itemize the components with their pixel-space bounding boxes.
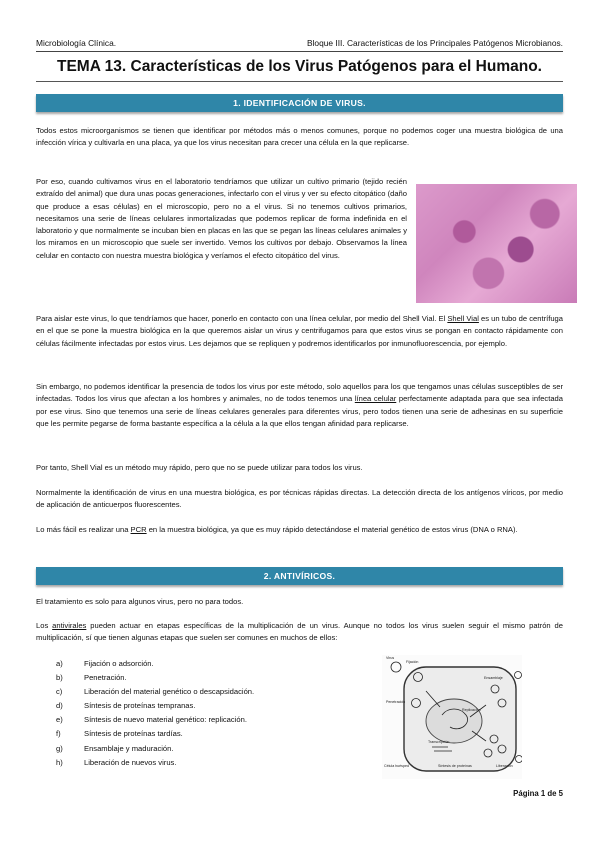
header-left: Microbiología Clínica. (36, 38, 117, 48)
paragraph: Lo más fácil es realizar una PCR en la muestra biológica, ya que es muy rápido detectándose el material genético de estos virus (DNA o RNA). (36, 525, 518, 534)
cell-culture-micrograph (416, 184, 577, 303)
paragraph: Todos estos microorganismos se tienen que identificar por métodos más o menos comunes, porque no podemos coger una muestra biológica de una infección vírica y cultivarla en una placa, ya que los virus necesitan para crecer una célula en la que replicarse. (36, 126, 563, 148)
cell-nucleus (426, 699, 482, 743)
replication-stages-list (56, 657, 254, 770)
diagram-label-sintesis: Síntesis de proteínas (438, 764, 472, 768)
list-item: f) Síntesis de proteínas tardías. (56, 729, 183, 739)
diagram-label-celula: Célula huésped (384, 764, 409, 768)
page-title: TEMA 13. Características de los Virus Patógenos para el Humano. (57, 58, 542, 75)
paragraph: Por tanto, Shell Vial es un método muy rápido, pero que no se puede utilizar para todos los virus. (36, 463, 363, 472)
viral-replication-diagram (382, 655, 522, 779)
diagram-label-ensamblaje: Ensamblaje (484, 676, 503, 680)
paragraph: Normalmente la identificación de virus en una muestra biológica, es por técnicas rápidas directas. La detección directa de los antígenos víricos, por medio de aplicación de anticuerpos fluorescentes. (36, 488, 563, 510)
list-item: d) Síntesis de proteínas tempranas. (56, 701, 196, 711)
diagram-label-liberacion: Liberación (496, 764, 513, 768)
paragraph: Por eso, cuando cultivamos virus en el laboratorio tendríamos que utilizar un cultivo primario (tejido recién extraído del animal) que dura unas pocas generaciones, infectarlo con el virus y ver su efecto citopático (daño que produce a esas células) en el microscopio, pero no a el virus. Si no tenemos cultivos primarios, necesitamos una serie de líneas celulares inmortalizadas que podemos replicar de forma indefinida en el laboratorio y que normalmente se incuban bien en placas en las que se pegan las líneas celulares animales y los miramos en un microscopio que suele ser invertido. Vemos los cultivos por debajo. Observamos la línea celular en contacto con nuestra muestra biológica y veríamos el efecto citopático del virus. (36, 177, 407, 260)
diagram-label-penetracion: Penetración (386, 700, 406, 704)
term-shell-vial: Shell Vial (447, 314, 479, 323)
page-number: Página 1 de 5 (513, 789, 563, 798)
list-item: g) Ensamblaje y maduración. (56, 743, 174, 753)
running-header (36, 38, 563, 48)
list-item: e) Síntesis de nuevo material genético: replicación. (56, 715, 247, 725)
list-item: b) Penetración. (56, 673, 127, 683)
diagram-label-transcripcion: Transcripción (428, 740, 450, 744)
header-right: Bloque III. Características de los Principales Patógenos Microbianos. (306, 38, 563, 48)
diagram-label-replicacion: Replicación (462, 708, 481, 712)
paragraph: Los antivirales pueden actuar en etapas específicas de la multiplicación de un virus. Aunque no todos los virus suelen seguir el mismo patrón de multiplicación, sí que tienen algunas etapas que suelen ser comunes en muchos de ellos: (36, 621, 563, 643)
list-item: c) Liberación del material genético o descapsidación. (56, 687, 255, 697)
term-pcr: PCR (130, 525, 147, 534)
list-item: a) Fijación o adsorción. (56, 659, 154, 668)
paragraph: El tratamiento es solo para algunos virus, pero no para todos. (36, 597, 244, 606)
title-rule (36, 81, 563, 82)
paragraph: Para aislar este virus, lo que tendríamos que hacer, ponerlo en contacto con una línea celular, por medio del Shell Vial. El Shell Vial es un tubo de centrífuga en el que se pone la muestra biológica en la que queremos aislar un virus y centrifugamos para que estos virus se pongan en contacto rápidamente con células fácilmente infectadas por estos virus. Les dejamos que se repliquen y podremos identificarlos por inmunofluorescencia, por ejemplo. (36, 314, 563, 348)
term-antivirales: antivirales (52, 621, 87, 630)
section-heading-identificacion: 1. IDENTIFICACIÓN DE VIRUS. (36, 94, 563, 112)
section-heading-antiviricos: 2. ANTIVÍRICOS. (36, 567, 563, 585)
diagram-label-fijacion: Fijación (406, 660, 419, 664)
term-linea-celular: línea celular (354, 394, 397, 404)
header-rule (36, 51, 563, 52)
list-item: h) Liberación de nuevos virus. (56, 757, 177, 767)
paragraph: Sin embargo, no podemos identificar la presencia de todos los virus por este método, solo aquellos para los que tengamos unas células susceptibles de ser infectadas. Todos los virus que afectan a los hombres y animales, no de todos tenemos una línea celular perfectamente adaptada para que sea infectada por ese virus. Sino que tenemos una serie de líneas celulares generales para diferentes virus, pero todos tienen una serie de adhesinas en su superficie que les permite pegarse de forma bastante específica a la célula a la que ellos tengan afinidad para replicarse. (36, 382, 563, 428)
diagram-label-virus: Virus (386, 656, 395, 660)
